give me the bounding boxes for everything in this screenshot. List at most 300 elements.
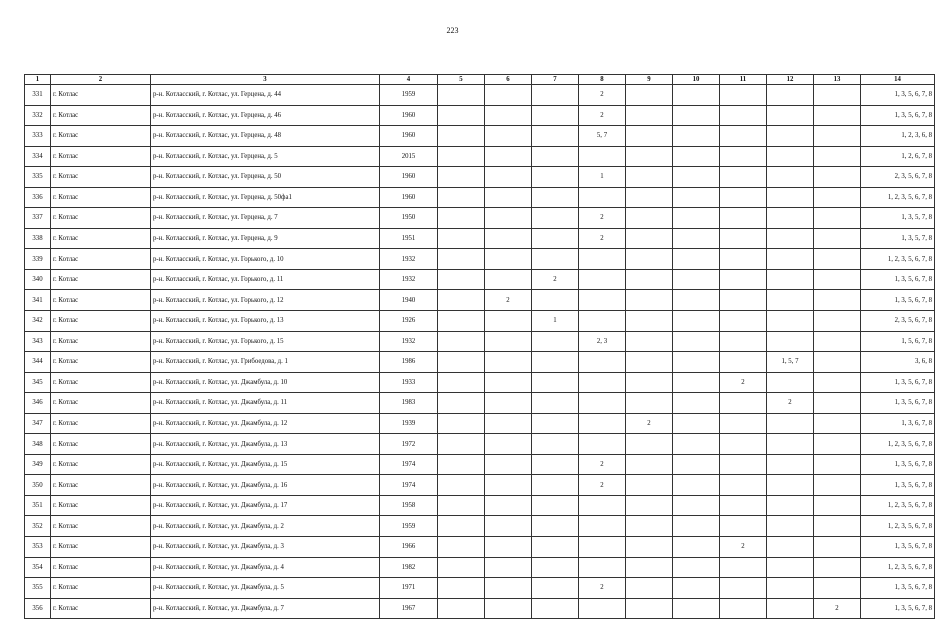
- cell-col-9: [626, 311, 673, 332]
- cell-col-3: р-н. Котласский, г. Котлас, ул. Горького, д. 15: [151, 331, 380, 352]
- cell-col-7: [532, 352, 579, 373]
- cell-col-9: [626, 269, 673, 290]
- cell-col-6: [485, 413, 532, 434]
- cell-col-14: 1, 2, 3, 5, 6, 7, 8: [861, 249, 935, 270]
- cell-col-9: [626, 393, 673, 414]
- table-row: [25, 393, 935, 414]
- cell-col-14: 1, 5, 6, 7, 8: [861, 331, 935, 352]
- cell-col-10: [673, 475, 720, 496]
- cell-col-10: [673, 454, 720, 475]
- cell-col-9: [626, 557, 673, 578]
- cell-col-11: [720, 187, 767, 208]
- cell-col-4: 1959: [380, 85, 438, 106]
- cell-col-12: 1, 5, 7: [767, 352, 814, 373]
- table-row: [25, 126, 935, 147]
- cell-col-4: 1940: [380, 290, 438, 311]
- column-header-2: 2: [51, 75, 151, 85]
- cell-col-8: 2: [579, 228, 626, 249]
- column-header-6: 6: [485, 75, 532, 85]
- table-row: [25, 434, 935, 455]
- column-header-14: 14: [861, 75, 935, 85]
- cell-col-11: [720, 454, 767, 475]
- cell-col-4: 1982: [380, 557, 438, 578]
- cell-col-3: р-н. Котласский, г. Котлас, ул. Джамбула, д. 11: [151, 393, 380, 414]
- cell-col-13: [814, 434, 861, 455]
- cell-col-6: [485, 105, 532, 126]
- cell-col-8: 2: [579, 85, 626, 106]
- cell-col-13: [814, 290, 861, 311]
- cell-col-7: [532, 537, 579, 558]
- header-row: [25, 75, 935, 85]
- cell-col-1: 350: [25, 475, 51, 496]
- cell-col-7: 2: [532, 269, 579, 290]
- table-row: [25, 537, 935, 558]
- cell-col-14: 1, 3, 5, 6, 7, 8: [861, 475, 935, 496]
- cell-col-5: [438, 167, 485, 188]
- cell-col-5: [438, 105, 485, 126]
- cell-col-3: р-н. Котласский, г. Котлас, ул. Горького, д. 11: [151, 269, 380, 290]
- cell-col-1: 345: [25, 372, 51, 393]
- cell-col-2: г. Котлас: [51, 105, 151, 126]
- cell-col-7: [532, 516, 579, 537]
- cell-col-7: [532, 126, 579, 147]
- column-header-7: 7: [532, 75, 579, 85]
- cell-col-9: [626, 290, 673, 311]
- cell-col-7: [532, 413, 579, 434]
- column-header-11: 11: [720, 75, 767, 85]
- cell-col-12: [767, 557, 814, 578]
- cell-col-6: [485, 393, 532, 414]
- cell-col-12: [767, 537, 814, 558]
- cell-col-10: [673, 372, 720, 393]
- cell-col-7: [532, 167, 579, 188]
- cell-col-9: [626, 537, 673, 558]
- cell-col-2: г. Котлас: [51, 372, 151, 393]
- cell-col-11: [720, 475, 767, 496]
- cell-col-7: [532, 290, 579, 311]
- cell-col-14: 1, 3, 5, 7, 8: [861, 228, 935, 249]
- cell-col-10: [673, 557, 720, 578]
- cell-col-6: [485, 311, 532, 332]
- cell-col-4: 1966: [380, 537, 438, 558]
- table-row: [25, 187, 935, 208]
- cell-col-14: 1, 2, 3, 5, 6, 7, 8: [861, 557, 935, 578]
- cell-col-14: 1, 2, 6, 7, 8: [861, 146, 935, 167]
- column-header-10: 10: [673, 75, 720, 85]
- cell-col-11: [720, 269, 767, 290]
- cell-col-14: 3, 6, 8: [861, 352, 935, 373]
- cell-col-1: 332: [25, 105, 51, 126]
- cell-col-3: р-н. Котласский, г. Котлас, ул. Герцена, д. 46: [151, 105, 380, 126]
- cell-col-11: 2: [720, 537, 767, 558]
- cell-col-2: г. Котлас: [51, 290, 151, 311]
- column-header-5: 5: [438, 75, 485, 85]
- table-row: [25, 372, 935, 393]
- column-header-1: 1: [25, 75, 51, 85]
- column-header-13: 13: [814, 75, 861, 85]
- cell-col-1: 356: [25, 598, 51, 619]
- cell-col-4: 1960: [380, 126, 438, 147]
- cell-col-12: [767, 372, 814, 393]
- cell-col-13: [814, 454, 861, 475]
- cell-col-1: 341: [25, 290, 51, 311]
- cell-col-6: [485, 372, 532, 393]
- cell-col-1: 334: [25, 146, 51, 167]
- cell-col-11: [720, 290, 767, 311]
- cell-col-14: 2, 3, 5, 6, 7, 8: [861, 311, 935, 332]
- cell-col-1: 331: [25, 85, 51, 106]
- cell-col-1: 347: [25, 413, 51, 434]
- cell-col-2: г. Котлас: [51, 85, 151, 106]
- cell-col-4: 1983: [380, 393, 438, 414]
- cell-col-9: [626, 331, 673, 352]
- cell-col-3: р-н. Котласский, г. Котлас, ул. Герцена, д. 5: [151, 146, 380, 167]
- cell-col-4: 1971: [380, 578, 438, 599]
- cell-col-3: р-н. Котласский, г. Котлас, ул. Горького, д. 12: [151, 290, 380, 311]
- cell-col-10: [673, 187, 720, 208]
- cell-col-1: 339: [25, 249, 51, 270]
- cell-col-1: 352: [25, 516, 51, 537]
- table-row: [25, 167, 935, 188]
- cell-col-14: 1, 3, 5, 6, 7, 8: [861, 290, 935, 311]
- cell-col-12: [767, 475, 814, 496]
- cell-col-11: [720, 331, 767, 352]
- cell-col-3: р-н. Котласский, г. Котлас, ул. Герцена, д. 50фа1: [151, 187, 380, 208]
- cell-col-3: р-н. Котласский, г. Котлас, ул. Джамбула, д. 5: [151, 578, 380, 599]
- cell-col-10: [673, 578, 720, 599]
- cell-col-10: [673, 352, 720, 373]
- cell-col-1: 336: [25, 187, 51, 208]
- cell-col-5: [438, 495, 485, 516]
- cell-col-1: 346: [25, 393, 51, 414]
- cell-col-2: г. Котлас: [51, 537, 151, 558]
- cell-col-7: 1: [532, 311, 579, 332]
- cell-col-8: [579, 352, 626, 373]
- cell-col-6: [485, 126, 532, 147]
- cell-col-11: [720, 311, 767, 332]
- cell-col-14: 1, 3, 5, 6, 7, 8: [861, 393, 935, 414]
- column-header-9: 9: [626, 75, 673, 85]
- cell-col-12: [767, 126, 814, 147]
- cell-col-2: г. Котлас: [51, 146, 151, 167]
- cell-col-4: 1986: [380, 352, 438, 373]
- table-row: [25, 331, 935, 352]
- table-row: [25, 146, 935, 167]
- table-row: [25, 557, 935, 578]
- cell-col-7: [532, 146, 579, 167]
- cell-col-9: [626, 146, 673, 167]
- cell-col-13: [814, 372, 861, 393]
- cell-col-12: [767, 454, 814, 475]
- cell-col-6: [485, 352, 532, 373]
- cell-col-2: г. Котлас: [51, 475, 151, 496]
- cell-col-5: [438, 126, 485, 147]
- cell-col-13: [814, 578, 861, 599]
- cell-col-11: [720, 249, 767, 270]
- cell-col-8: [579, 311, 626, 332]
- cell-col-2: г. Котлас: [51, 598, 151, 619]
- cell-col-10: [673, 228, 720, 249]
- cell-col-9: [626, 352, 673, 373]
- cell-col-8: 2: [579, 208, 626, 229]
- cell-col-8: 2: [579, 475, 626, 496]
- cell-col-10: [673, 290, 720, 311]
- cell-col-11: [720, 208, 767, 229]
- cell-col-3: р-н. Котласский, г. Котлас, ул. Герцена, д. 50: [151, 167, 380, 188]
- cell-col-2: г. Котлас: [51, 413, 151, 434]
- cell-col-1: 348: [25, 434, 51, 455]
- cell-col-4: 1960: [380, 187, 438, 208]
- cell-col-11: [720, 126, 767, 147]
- cell-col-14: 1, 3, 5, 6, 7, 8: [861, 598, 935, 619]
- cell-col-3: р-н. Котласский, г. Котлас, ул. Герцена, д. 9: [151, 228, 380, 249]
- cell-col-10: [673, 208, 720, 229]
- cell-col-13: [814, 331, 861, 352]
- cell-col-14: 1, 3, 5, 6, 7, 8: [861, 537, 935, 558]
- cell-col-14: 1, 3, 6, 7, 8: [861, 413, 935, 434]
- cell-col-3: р-н. Котласский, г. Котлас, ул. Джамбула, д. 2: [151, 516, 380, 537]
- cell-col-8: [579, 495, 626, 516]
- cell-col-1: 344: [25, 352, 51, 373]
- cell-col-13: [814, 85, 861, 106]
- cell-col-1: 340: [25, 269, 51, 290]
- cell-col-7: [532, 331, 579, 352]
- cell-col-6: [485, 249, 532, 270]
- cell-col-3: р-н. Котласский, г. Котлас, ул. Герцена, д. 48: [151, 126, 380, 147]
- cell-col-5: [438, 434, 485, 455]
- cell-col-7: [532, 475, 579, 496]
- cell-col-4: 1939: [380, 413, 438, 434]
- cell-col-2: г. Котлас: [51, 187, 151, 208]
- cell-col-4: 1932: [380, 331, 438, 352]
- cell-col-7: [532, 228, 579, 249]
- cell-col-11: [720, 393, 767, 414]
- cell-col-7: [532, 495, 579, 516]
- cell-col-8: [579, 598, 626, 619]
- cell-col-12: [767, 578, 814, 599]
- cell-col-11: [720, 105, 767, 126]
- cell-col-2: г. Котлас: [51, 434, 151, 455]
- cell-col-12: [767, 413, 814, 434]
- cell-col-3: р-н. Котласский, г. Котлас, ул. Джамбула, д. 4: [151, 557, 380, 578]
- cell-col-12: [767, 290, 814, 311]
- cell-col-9: 2: [626, 413, 673, 434]
- cell-col-3: р-н. Котласский, г. Котлас, ул. Джамбула, д. 16: [151, 475, 380, 496]
- cell-col-3: р-н. Котласский, г. Котлас, ул. Горького, д. 13: [151, 311, 380, 332]
- cell-col-12: [767, 105, 814, 126]
- cell-col-9: [626, 495, 673, 516]
- table-header: [25, 75, 935, 85]
- cell-col-11: 2: [720, 372, 767, 393]
- cell-col-14: 1, 3, 5, 6, 7, 8: [861, 85, 935, 106]
- cell-col-10: [673, 126, 720, 147]
- cell-col-5: [438, 557, 485, 578]
- cell-col-6: [485, 557, 532, 578]
- cell-col-5: [438, 454, 485, 475]
- cell-col-12: [767, 208, 814, 229]
- table-row: [25, 516, 935, 537]
- cell-col-13: [814, 146, 861, 167]
- cell-col-5: [438, 578, 485, 599]
- cell-col-13: 2: [814, 598, 861, 619]
- cell-col-3: р-н. Котласский, г. Котлас, ул. Герцена, д. 7: [151, 208, 380, 229]
- cell-col-7: [532, 187, 579, 208]
- cell-col-10: [673, 311, 720, 332]
- cell-col-14: 1, 3, 5, 7, 8: [861, 208, 935, 229]
- cell-col-9: [626, 475, 673, 496]
- cell-col-9: [626, 228, 673, 249]
- cell-col-1: 355: [25, 578, 51, 599]
- cell-col-11: [720, 516, 767, 537]
- cell-col-5: [438, 249, 485, 270]
- cell-col-4: 1932: [380, 249, 438, 270]
- cell-col-12: [767, 331, 814, 352]
- cell-col-6: [485, 537, 532, 558]
- cell-col-8: 2: [579, 578, 626, 599]
- cell-col-4: 1960: [380, 167, 438, 188]
- cell-col-9: [626, 105, 673, 126]
- cell-col-3: р-н. Котласский, г. Котлас, ул. Джамбула, д. 15: [151, 454, 380, 475]
- cell-col-8: 2: [579, 105, 626, 126]
- cell-col-3: р-н. Котласский, г. Котлас, ул. Горького, д. 10: [151, 249, 380, 270]
- cell-col-8: [579, 537, 626, 558]
- cell-col-11: [720, 146, 767, 167]
- cell-col-9: [626, 578, 673, 599]
- table-row: [25, 269, 935, 290]
- cell-col-12: [767, 495, 814, 516]
- cell-col-14: 1, 3, 5, 6, 7, 8: [861, 269, 935, 290]
- cell-col-9: [626, 249, 673, 270]
- cell-col-6: [485, 475, 532, 496]
- cell-col-7: [532, 578, 579, 599]
- cell-col-10: [673, 495, 720, 516]
- cell-col-5: [438, 208, 485, 229]
- cell-col-2: г. Котлас: [51, 167, 151, 188]
- cell-col-7: [532, 208, 579, 229]
- cell-col-14: 1, 2, 3, 6, 8: [861, 126, 935, 147]
- cell-col-11: [720, 598, 767, 619]
- cell-col-1: 333: [25, 126, 51, 147]
- cell-col-3: р-н. Котласский, г. Котлас, ул. Герцена, д. 44: [151, 85, 380, 106]
- cell-col-5: [438, 413, 485, 434]
- cell-col-4: 1926: [380, 311, 438, 332]
- cell-col-6: [485, 454, 532, 475]
- cell-col-1: 337: [25, 208, 51, 229]
- cell-col-6: [485, 516, 532, 537]
- cell-col-8: 1: [579, 167, 626, 188]
- cell-col-7: [532, 454, 579, 475]
- table-row: [25, 413, 935, 434]
- cell-col-5: [438, 393, 485, 414]
- cell-col-7: [532, 434, 579, 455]
- cell-col-9: [626, 598, 673, 619]
- cell-col-6: [485, 598, 532, 619]
- cell-col-7: [532, 557, 579, 578]
- cell-col-13: [814, 126, 861, 147]
- cell-col-14: 2, 3, 5, 6, 7, 8: [861, 167, 935, 188]
- cell-col-5: [438, 228, 485, 249]
- cell-col-5: [438, 516, 485, 537]
- cell-col-13: [814, 228, 861, 249]
- table-body: [25, 85, 935, 619]
- cell-col-12: [767, 516, 814, 537]
- cell-col-4: 1974: [380, 475, 438, 496]
- cell-col-13: [814, 516, 861, 537]
- cell-col-1: 335: [25, 167, 51, 188]
- table-row: [25, 105, 935, 126]
- cell-col-7: [532, 85, 579, 106]
- cell-col-10: [673, 85, 720, 106]
- cell-col-2: г. Котлас: [51, 228, 151, 249]
- cell-col-3: р-н. Котласский, г. Котлас, ул. Джамбула, д. 10: [151, 372, 380, 393]
- column-header-4: 4: [380, 75, 438, 85]
- cell-col-8: 5, 7: [579, 126, 626, 147]
- cell-col-3: р-н. Котласский, г. Котлас, ул. Джамбула, д. 7: [151, 598, 380, 619]
- cell-col-7: [532, 105, 579, 126]
- page-number: 223: [446, 26, 459, 35]
- cell-col-2: г. Котлас: [51, 393, 151, 414]
- cell-col-5: [438, 269, 485, 290]
- cell-col-9: [626, 454, 673, 475]
- cell-col-14: 1, 2, 3, 5, 6, 7, 8: [861, 187, 935, 208]
- cell-col-12: [767, 269, 814, 290]
- cell-col-3: р-н. Котласский, г. Котлас, ул. Джамбула, д. 13: [151, 434, 380, 455]
- table-row: [25, 311, 935, 332]
- cell-col-13: [814, 352, 861, 373]
- cell-col-8: [579, 187, 626, 208]
- cell-col-10: [673, 598, 720, 619]
- cell-col-8: [579, 516, 626, 537]
- buildings-table: [24, 74, 935, 619]
- cell-col-9: [626, 434, 673, 455]
- cell-col-9: [626, 516, 673, 537]
- column-header-3: 3: [151, 75, 380, 85]
- column-header-12: 12: [767, 75, 814, 85]
- cell-col-11: [720, 578, 767, 599]
- cell-col-2: г. Котлас: [51, 249, 151, 270]
- cell-col-2: г. Котлас: [51, 208, 151, 229]
- cell-col-1: 349: [25, 454, 51, 475]
- cell-col-13: [814, 537, 861, 558]
- cell-col-8: [579, 249, 626, 270]
- cell-col-12: [767, 249, 814, 270]
- cell-col-4: 1932: [380, 269, 438, 290]
- cell-col-5: [438, 85, 485, 106]
- cell-col-12: [767, 85, 814, 106]
- cell-col-7: [532, 249, 579, 270]
- cell-col-6: [485, 85, 532, 106]
- cell-col-4: 1933: [380, 372, 438, 393]
- cell-col-14: 1, 3, 5, 6, 7, 8: [861, 454, 935, 475]
- cell-col-13: [814, 311, 861, 332]
- cell-col-12: [767, 434, 814, 455]
- column-header-8: 8: [579, 75, 626, 85]
- cell-col-14: 1, 3, 5, 6, 7, 8: [861, 372, 935, 393]
- table-row: [25, 208, 935, 229]
- cell-col-11: [720, 352, 767, 373]
- cell-col-2: г. Котлас: [51, 495, 151, 516]
- cell-col-1: 353: [25, 537, 51, 558]
- cell-col-8: 2: [579, 454, 626, 475]
- cell-col-3: р-н. Котласский, г. Котлас, ул. Джамбула, д. 12: [151, 413, 380, 434]
- table-row: [25, 290, 935, 311]
- cell-col-14: 1, 2, 3, 5, 6, 7, 8: [861, 434, 935, 455]
- cell-col-8: [579, 434, 626, 455]
- cell-col-2: г. Котлас: [51, 269, 151, 290]
- cell-col-1: 338: [25, 228, 51, 249]
- cell-col-7: [532, 598, 579, 619]
- cell-col-10: [673, 146, 720, 167]
